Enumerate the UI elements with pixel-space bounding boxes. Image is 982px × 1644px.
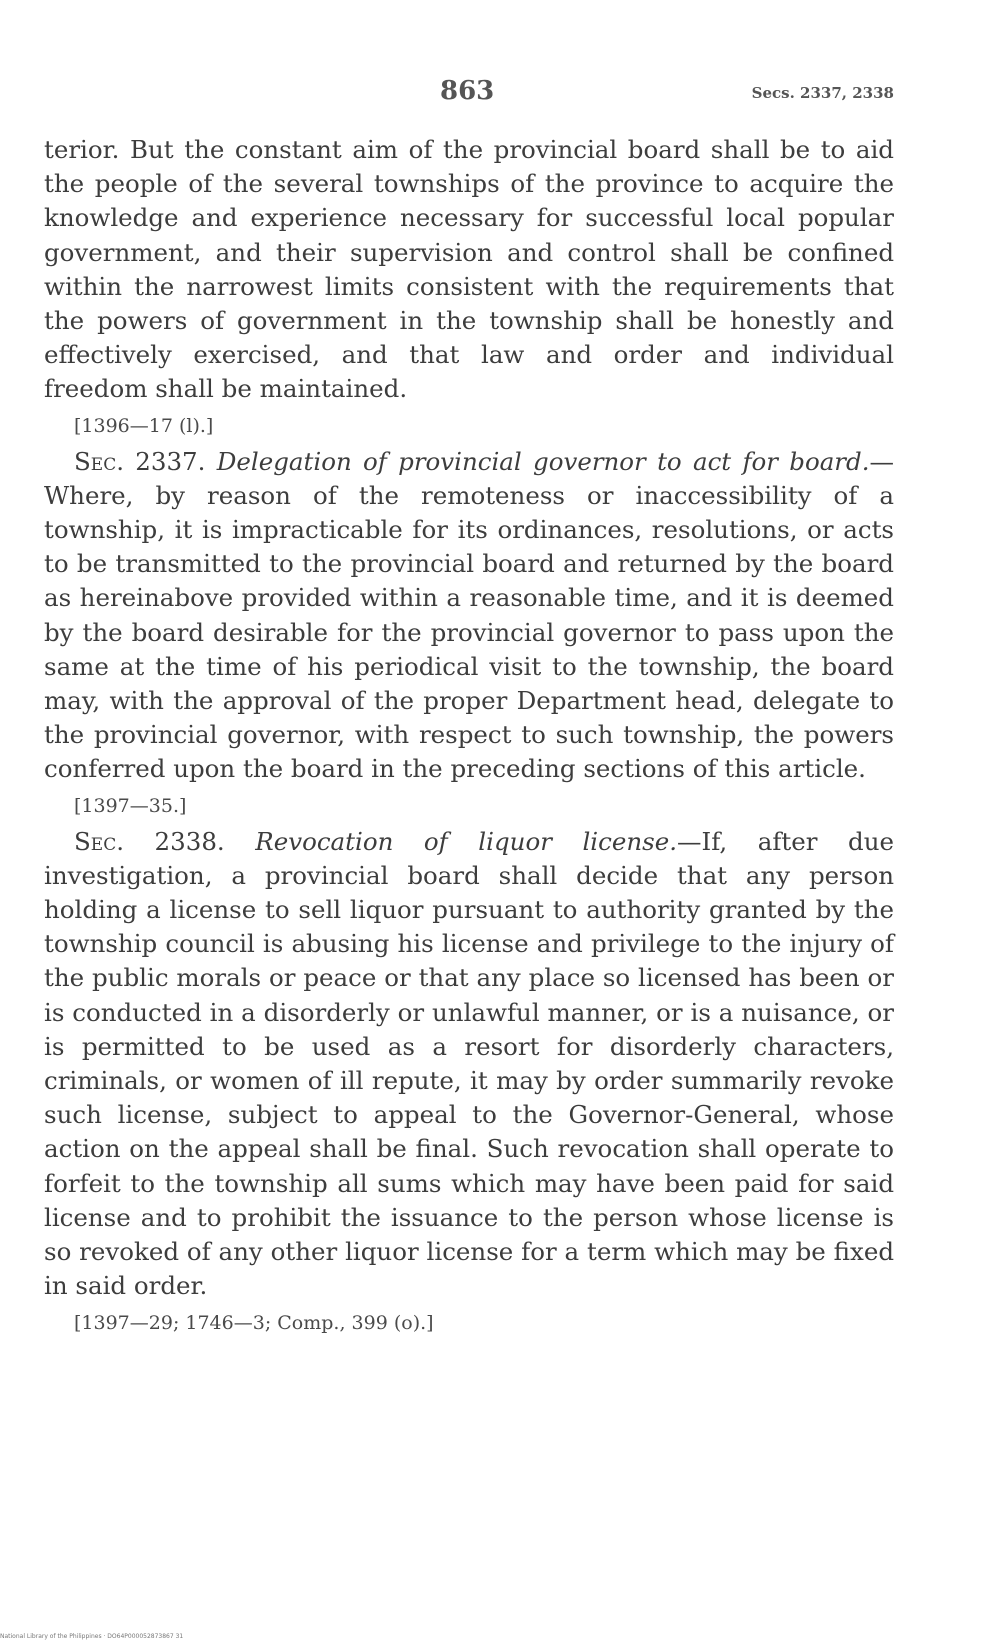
citation: [1397—29; 1746—3; Comp., 399 (o).]: [74, 1311, 434, 1334]
citation: [1397—35.]: [74, 794, 187, 817]
citation: [1396—17 (l).]: [74, 414, 214, 437]
page-header: [44, 76, 894, 116]
section-body: —Where, by reason of the remoteness or inaccessibility of a township, it is impracticable for its ordinances, resolutions, or acts to be transmitted to the provincial board and returned by the board as hereinabove provided within a reasonable time, and it is deemed by the board desirable for the provincial governor to pass upon the same at the time of his periodical visit to the township, the board may, with the approval of the proper Department head, delegate to the provincial governor, with respect to such township, the powers conferred upon the board in the preceding sections of this article.: [44, 446, 894, 784]
section-2337: [44, 445, 894, 787]
section-label: Sec. 2338.: [74, 826, 225, 856]
section-title: Delegation of provincial governor to act for board.: [216, 446, 870, 476]
page-number: 863: [440, 76, 495, 106]
paragraph-continuation: terior. But the constant aim of the provincial board shall be to aid the people of the several townships of the province to acquire the knowledge and experience necessary for successful local popular government, and their supervision and control shall be confined within the narrowest limits consistent with the requirements that the powers of government in the township shall be honestly and effectively exercised, and that law and order and individual freedom shall be maintained.: [44, 135, 894, 404]
section-range: Secs. 2337, 2338: [751, 84, 894, 102]
section-label: Sec. 2337.: [74, 446, 206, 476]
section-2338: [44, 825, 894, 1304]
section-title: Revocation of liquor license.: [255, 826, 678, 856]
library-stamp: National Library of the Philippines · DO64P000052873867 31: [0, 1633, 184, 1640]
section-body: —If, after due investigation, a provincial board shall decide that any person holding a license to sell liquor pursuant to authority granted by the township council is abusing his license and privilege to the injury of the public morals or peace or that any place so licensed has been or is conducted in a disorderly or unlawful manner, or is a nuisance, or is permitted to be used as a resort for disorderly characters, criminals, or women of ill repute, it may by order summarily revoke such license, subject to appeal to the Governor-General, whose action on the appeal shall be final. Such revocation shall operate to forfeit to the township all sums which may have been paid for said license and to prohibit the issuance to the person whose license is so revoked of any other liquor license for a term which may be fixed in said order.: [44, 826, 895, 1301]
body-text: [44, 133, 894, 1342]
